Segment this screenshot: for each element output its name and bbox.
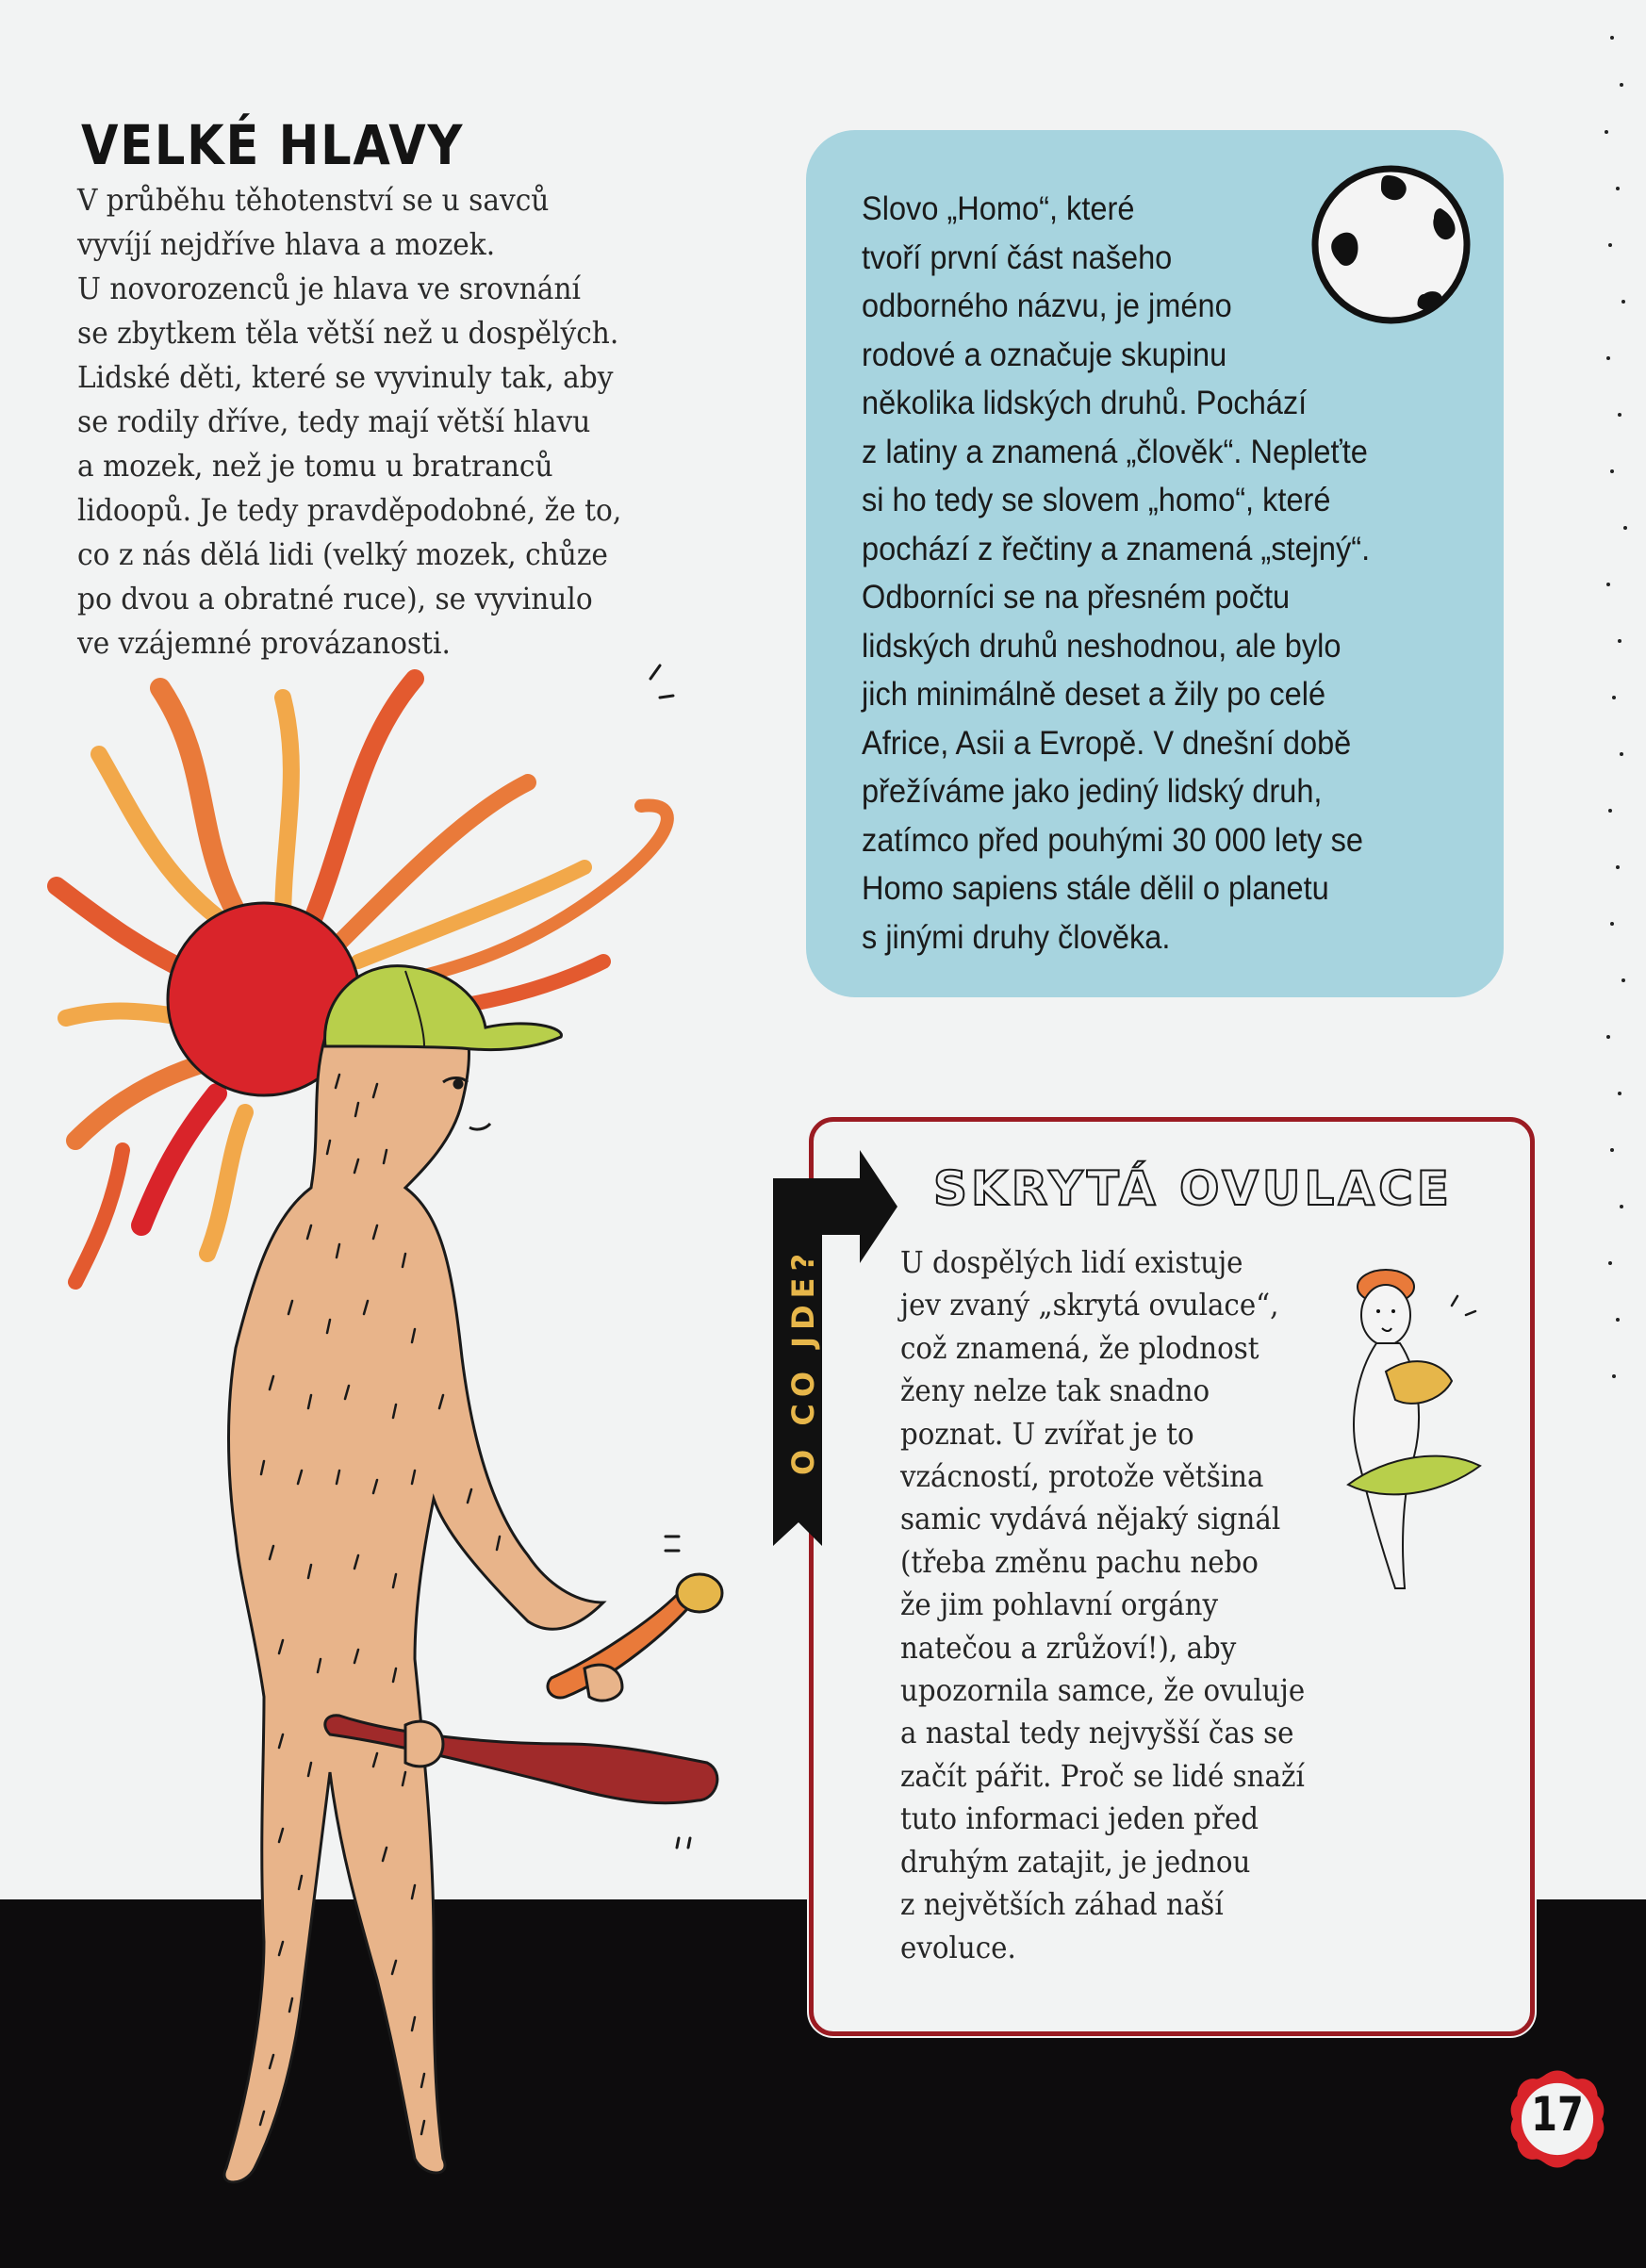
caveman-body [224,1008,603,2182]
section-title: VELKÉ HLAVY [81,113,465,177]
red-box-text: U dospělých lidí existuje jev zvaný „skrytá ovulace“, což znamená, že plodnost ženy nelze tak snadno poznat. U zvířat je to vzácností, protože většina samic vydává nějaký signál (třeba změnu pachu nebo že jim pohlavní orgány natečou a zrůžoví!), aby upozornila samce, že ovuluje a nastal tedy nejvyšší čas se začít pářit. Proč se lidé snaží tuto informaci jeden před druhým zatajit, je jednou z největších záhad naší evoluce. [900,1246,1306,1965]
intro-paragraph: V průběhu těhotenství se u savců vyvíjí nejdříve hlava a mozek. U novorozenců je hlava ve srovnání se zbytkem těla větší než u dospělých. Lidské děti, které se vyvinuly tak, aby se rodily dříve, tedy mají větší hlavu a mozek, než je tomu u bratranců lidoopů. Je tedy pravděpodobné, že to, co z nás dělá lidi (velký mozek, chůze po dvou a obratné ruce), se vyvinulo ve vzájemné provázanosti. [77,184,622,661]
red-box-title: SKRYTÁ OVULACE [933,1161,1453,1216]
ribbon-label: O CO JDE? [785,1246,821,1475]
woman-illustration [1329,1249,1508,1607]
info-box-text: Slovo „Homo“, které tvoří první část našeho odborného názvu, je jméno rodové a označuje skupinu několika lidských druhů. Pochází z latiny a znamená „člověk“. Nepleťte si ho tedy se slovem „homo“, které pochází z řečtiny a znamená „stejný“. Odborníci se na přesném počtu lidských druhů neshodnou, ale bylo jich minimálně deset a žily po celé Africe, Asii a Evropě. V dnešní době přežíváme jako jediný lidský druh, zatímco před pouhými 30 000 lety se Homo sapiens stále dělil o planetu s jinými druhy člověka. [862,190,1371,956]
cap [325,966,562,1050]
page-number: 17 [1531,2087,1584,2142]
